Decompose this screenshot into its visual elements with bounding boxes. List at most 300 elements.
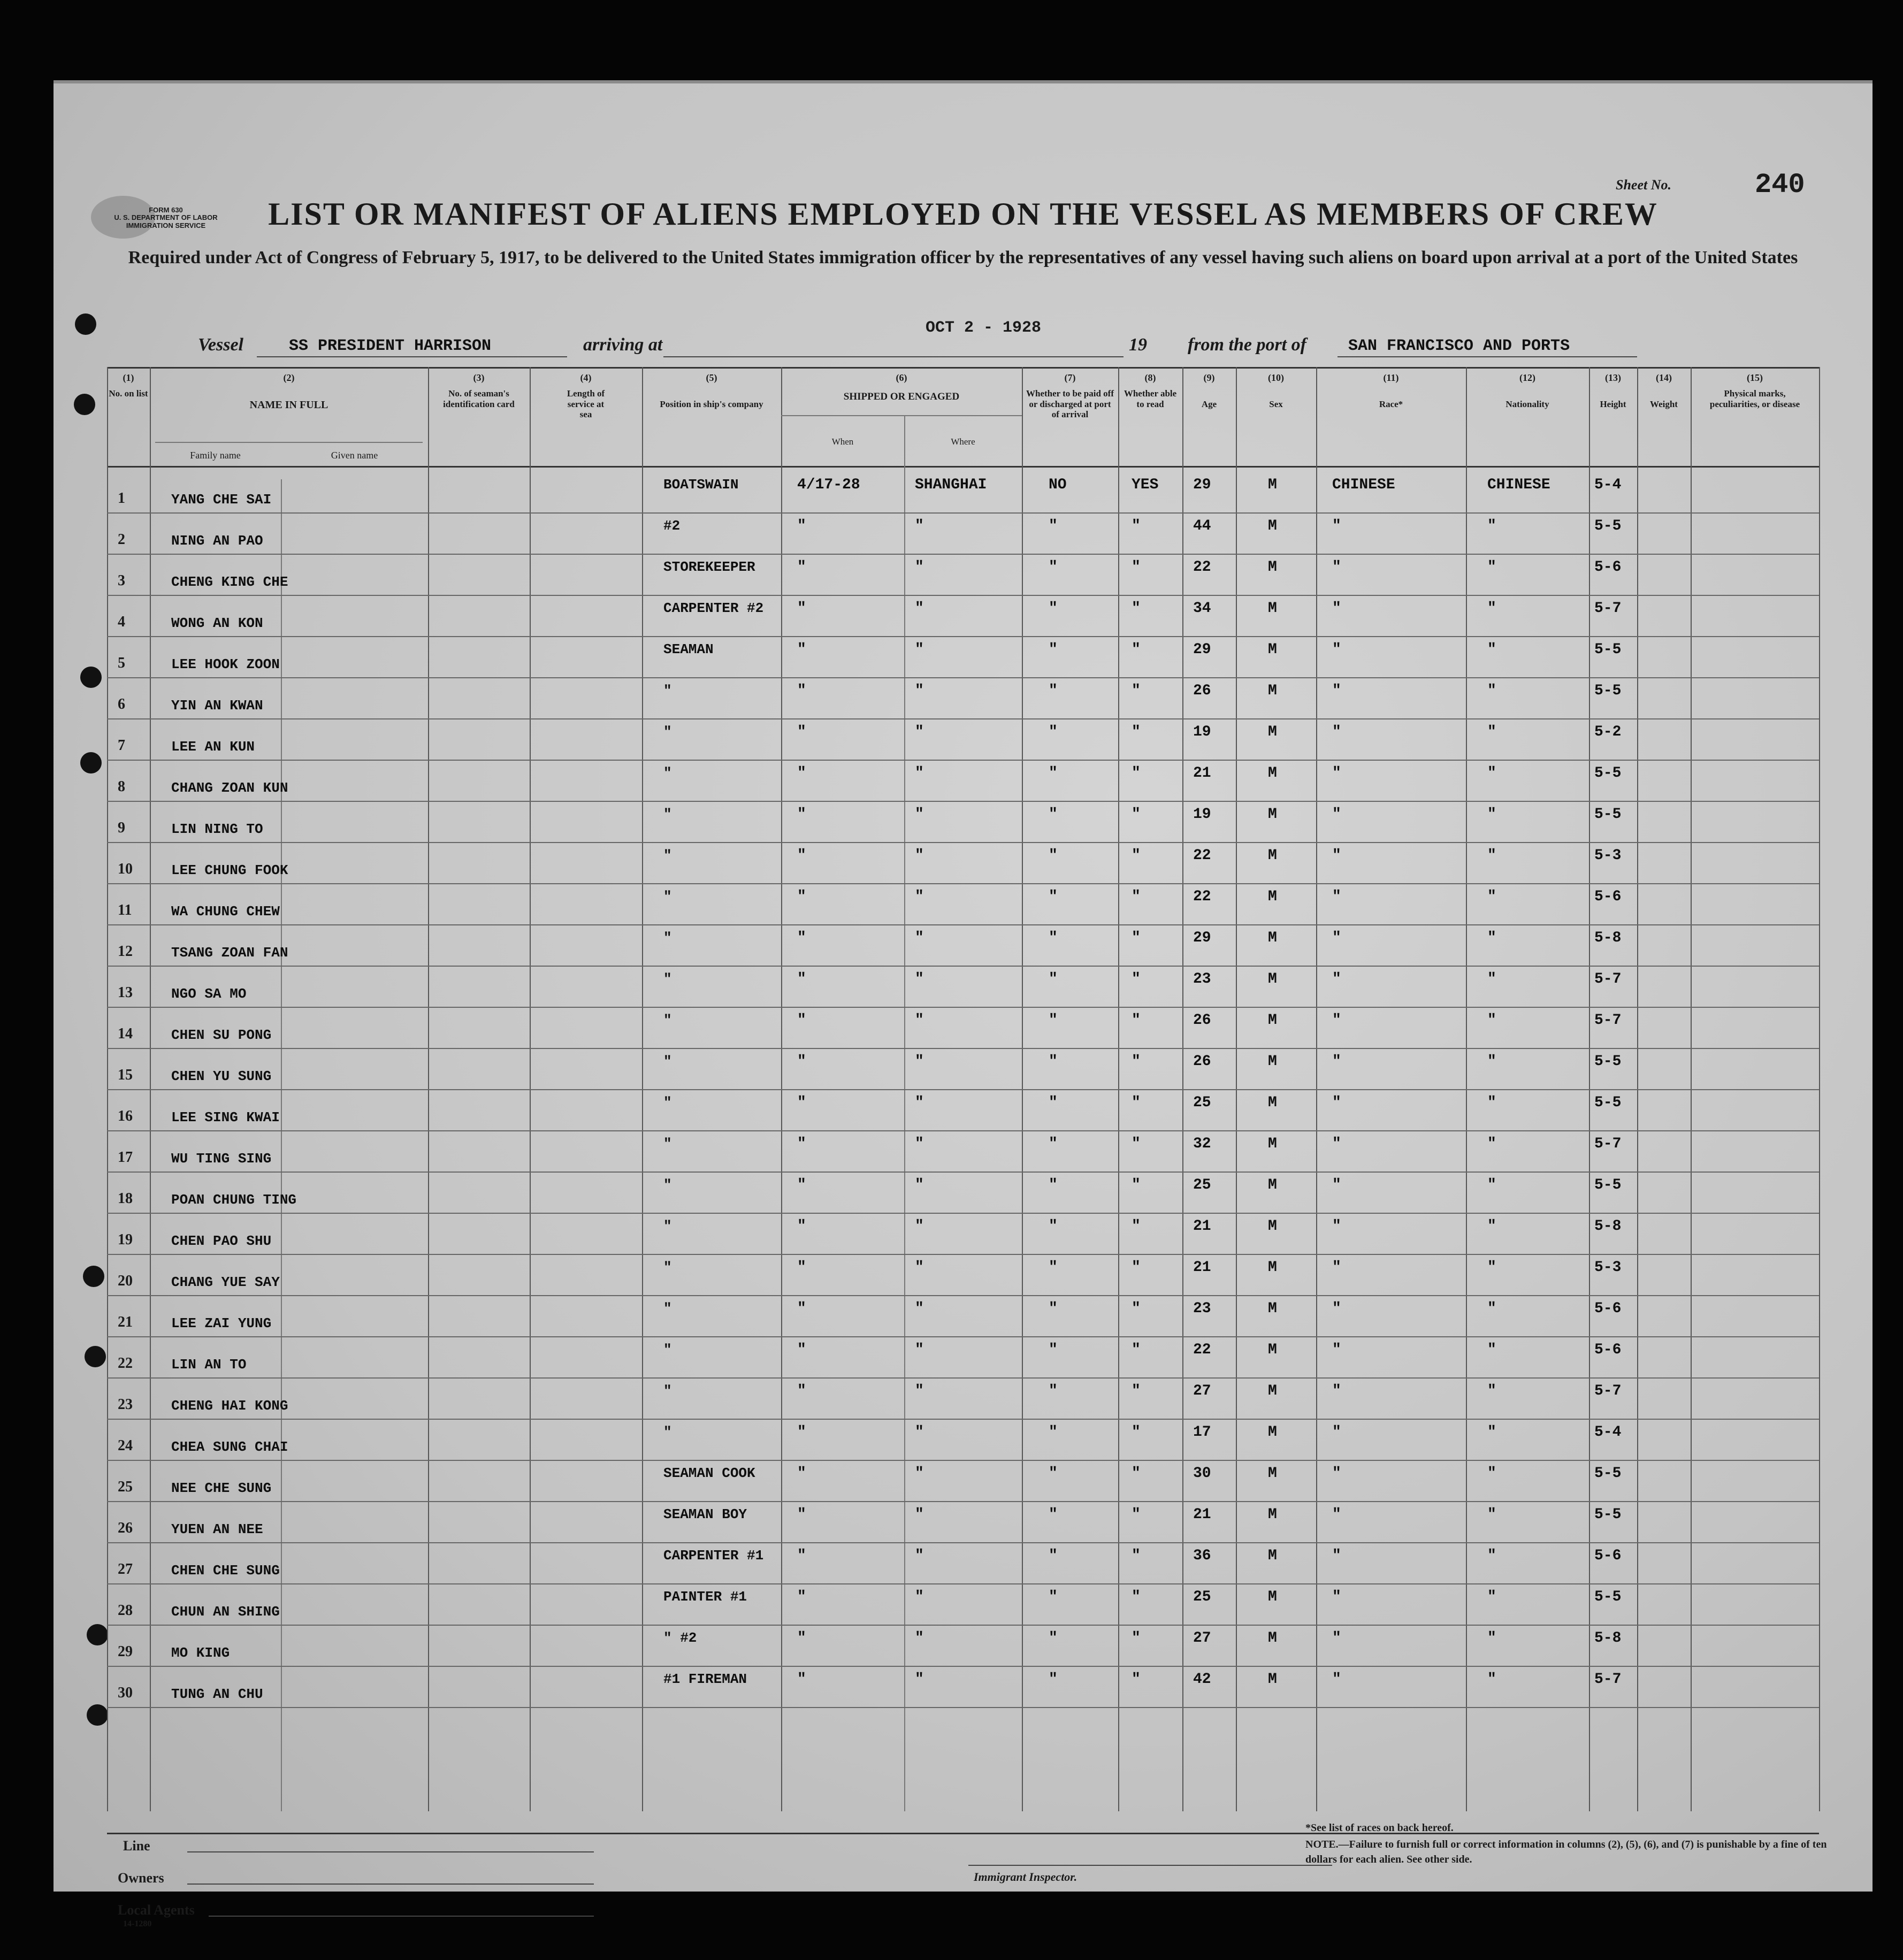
crew-position: " <box>663 1136 672 1152</box>
crew-height: 5-4 <box>1594 1424 1622 1441</box>
crew-name: LEE HOOK ZOON <box>171 656 280 672</box>
crew-race: " <box>1332 1342 1341 1358</box>
crew-race: " <box>1332 1383 1341 1399</box>
paid-off: " <box>1049 1012 1058 1029</box>
crew-age: 27 <box>1193 1630 1211 1647</box>
crew-nationality: " <box>1487 806 1496 823</box>
row-rule <box>107 966 1819 967</box>
form-code: 14-1280 <box>123 1919 152 1928</box>
col-2-num: (2) <box>283 372 295 383</box>
crew-race: " <box>1332 683 1341 699</box>
row-rule <box>107 677 1819 678</box>
col-8-label: Whether able to read <box>1124 388 1177 409</box>
shipped-when: " <box>797 1506 806 1523</box>
crew-nationality: " <box>1487 1465 1496 1482</box>
crew-race: " <box>1332 1136 1341 1152</box>
crew-height: 5-5 <box>1594 1589 1622 1605</box>
able-to-read: " <box>1132 1548 1141 1564</box>
paid-off: " <box>1049 1177 1058 1193</box>
crew-name: NEE CHE SUNG <box>171 1480 272 1496</box>
crew-nationality: " <box>1487 559 1496 576</box>
paid-off: " <box>1049 1218 1058 1235</box>
paid-off: " <box>1049 600 1058 617</box>
crew-sex: M <box>1268 1548 1277 1564</box>
crew-race: " <box>1332 1177 1341 1193</box>
crew-sex: M <box>1268 1094 1277 1111</box>
crew-name: NING AN PAO <box>171 533 263 549</box>
crew-nationality: " <box>1487 1424 1496 1441</box>
row-number: 2 <box>118 531 125 548</box>
crew-height: 5-5 <box>1594 683 1622 699</box>
row-rule <box>107 1089 1819 1090</box>
shipped-where: " <box>915 1465 924 1482</box>
crew-nationality: " <box>1487 1259 1496 1276</box>
crew-position: CARPENTER #2 <box>663 600 764 616</box>
shipped-when: " <box>797 1589 806 1605</box>
paid-off: " <box>1049 518 1058 534</box>
crew-age: 26 <box>1193 1053 1211 1070</box>
able-to-read: " <box>1132 1671 1141 1688</box>
crew-race: " <box>1332 930 1341 946</box>
crew-age: 19 <box>1193 724 1211 740</box>
crew-nationality: " <box>1487 1671 1496 1688</box>
shipped-when: " <box>797 889 806 905</box>
crew-position: STOREKEEPER <box>663 559 755 575</box>
row-number: 20 <box>118 1273 133 1289</box>
row-rule <box>107 1542 1819 1543</box>
shipped-when: " <box>797 1259 806 1276</box>
shipped-when: " <box>797 1053 806 1070</box>
paid-off: " <box>1049 1671 1058 1688</box>
shipped-where: " <box>915 1218 924 1235</box>
crew-name: TUNG AN CHU <box>171 1686 263 1702</box>
crew-race: " <box>1332 1630 1341 1647</box>
crew-sex: M <box>1268 1671 1277 1688</box>
paid-off: " <box>1049 930 1058 946</box>
row-rule <box>107 512 1819 514</box>
row-number: 30 <box>118 1685 133 1701</box>
from-port-value: SAN FRANCISCO AND PORTS <box>1348 337 1570 355</box>
crew-race: " <box>1332 1259 1341 1276</box>
crew-position: CARPENTER #1 <box>663 1548 764 1564</box>
department-name: U. S. DEPARTMENT OF LABOR <box>114 213 218 222</box>
row-rule <box>107 924 1819 925</box>
crew-nationality: " <box>1487 971 1496 987</box>
crew-position: " <box>663 1383 672 1399</box>
crew-race: " <box>1332 1548 1341 1564</box>
crew-race: " <box>1332 1012 1341 1029</box>
crew-height: 5-5 <box>1594 765 1622 782</box>
row-number: 3 <box>118 572 125 589</box>
shipped-when: " <box>797 518 806 534</box>
crew-position: " <box>663 847 672 863</box>
crew-sex: M <box>1268 889 1277 905</box>
able-to-read: " <box>1132 1342 1141 1358</box>
crew-name: MO KING <box>171 1645 230 1661</box>
crew-age: 44 <box>1193 518 1211 534</box>
row-rule <box>107 1172 1819 1173</box>
crew-nationality: " <box>1487 683 1496 699</box>
crew-nationality: " <box>1487 1630 1496 1647</box>
row-number: 15 <box>118 1067 133 1083</box>
crew-name: YANG CHE SAI <box>171 492 272 508</box>
crew-nationality: CHINESE <box>1487 477 1550 493</box>
crew-race: " <box>1332 1424 1341 1441</box>
crew-race: " <box>1332 806 1341 823</box>
crew-age: 19 <box>1193 806 1211 823</box>
able-to-read: " <box>1132 559 1141 576</box>
row-number: 11 <box>118 902 132 918</box>
crew-name: YUEN AN NEE <box>171 1521 263 1537</box>
row-rule <box>107 1213 1819 1214</box>
crew-race: " <box>1332 1465 1341 1482</box>
crew-name: TSANG ZOAN FAN <box>171 945 288 961</box>
crew-position: " <box>663 724 672 740</box>
crew-sex: M <box>1268 1218 1277 1235</box>
paid-off: " <box>1049 1136 1058 1152</box>
col-10-num: (10) <box>1268 372 1284 383</box>
paid-off: " <box>1049 1465 1058 1482</box>
crew-age: 26 <box>1193 1012 1211 1029</box>
paid-off: " <box>1049 765 1058 782</box>
paid-off: " <box>1049 1383 1058 1399</box>
shipped-when: " <box>797 559 806 576</box>
crew-height: 5-5 <box>1594 1506 1622 1523</box>
crew-sex: M <box>1268 930 1277 946</box>
crew-position: " <box>663 971 672 987</box>
col-14-num: (14) <box>1656 372 1672 383</box>
crew-race: " <box>1332 1671 1341 1688</box>
crew-name: LEE AN KUN <box>171 739 255 755</box>
crew-name: WU TING SING <box>171 1151 272 1167</box>
crew-nationality: " <box>1487 1589 1496 1605</box>
crew-position: #2 <box>663 518 681 534</box>
able-to-read: " <box>1132 889 1141 905</box>
crew-age: 42 <box>1193 1671 1211 1688</box>
crew-race: " <box>1332 889 1341 905</box>
crew-name: CHEN PAO SHU <box>171 1233 272 1249</box>
penalty-note: NOTE.—Failure to furnish full or correct information in columns (2), (5), (6), and (7) is punishable by a fine of ten dollars for each alien. See other side. <box>1305 1839 1827 1865</box>
crew-name: CHEN YU SUNG <box>171 1068 272 1084</box>
form-number: FORM 630 <box>149 206 183 214</box>
paid-off: " <box>1049 847 1058 864</box>
paid-off: " <box>1049 1424 1058 1441</box>
col-7-label: Whether to be paid off or discharged at port of arrival <box>1026 388 1114 420</box>
crew-age: 29 <box>1193 477 1211 493</box>
crew-position: " <box>663 1424 672 1440</box>
crew-sex: M <box>1268 1506 1277 1523</box>
crew-position: " <box>663 1259 672 1275</box>
crew-nationality: " <box>1487 724 1496 740</box>
shipped-where: " <box>915 518 924 534</box>
able-to-read: " <box>1132 1012 1141 1029</box>
crew-height: 5-6 <box>1594 1300 1622 1317</box>
col-15-label: Physical marks, peculiarities, or disease <box>1709 388 1800 409</box>
arrival-date-stamp: OCT 2 - 1928 <box>926 319 1042 337</box>
able-to-read: " <box>1132 1506 1141 1523</box>
shipped-where: " <box>915 559 924 576</box>
crew-sex: M <box>1268 765 1277 782</box>
crew-nationality: " <box>1487 518 1496 534</box>
paid-off: " <box>1049 1630 1058 1647</box>
crew-height: 5-5 <box>1594 641 1622 658</box>
able-to-read: " <box>1132 1053 1141 1070</box>
crew-sex: M <box>1268 1342 1277 1358</box>
crew-name: NGO SA MO <box>171 986 247 1002</box>
able-to-read: " <box>1132 765 1141 782</box>
row-rule <box>107 718 1819 719</box>
shipped-where: " <box>915 1094 924 1111</box>
crew-height: 5-7 <box>1594 971 1622 987</box>
crew-position: " <box>663 1094 672 1111</box>
paid-off: " <box>1049 1094 1058 1111</box>
shipped-where: " <box>915 641 924 658</box>
shipped-when: " <box>797 600 806 617</box>
crew-name: WA CHUNG CHEW <box>171 904 280 920</box>
crew-sex: M <box>1268 1630 1277 1647</box>
crew-age: 27 <box>1193 1383 1211 1399</box>
crew-race: " <box>1332 765 1341 782</box>
act-text: Required under Act of Congress of February 5, 1917, to be delivered to the United States immigration officer by the representatives of any vessel having such aliens on board upon arrival at a port of the United States <box>128 248 1798 267</box>
col-5-num: (5) <box>706 372 717 383</box>
crew-race: " <box>1332 1053 1341 1070</box>
shipped-where: " <box>915 600 924 617</box>
row-rule <box>107 1130 1819 1131</box>
row-number: 9 <box>118 820 125 836</box>
paid-off: " <box>1049 1342 1058 1358</box>
punch-hole <box>80 752 102 774</box>
shipped-when: " <box>797 1383 806 1399</box>
crew-table <box>107 367 1819 1811</box>
col-10-label: Sex <box>1269 399 1283 409</box>
col-11-label: Race* <box>1379 399 1403 409</box>
crew-sex: M <box>1268 724 1277 740</box>
crew-name: CHANG YUE SAY <box>171 1274 280 1290</box>
crew-nationality: " <box>1487 600 1496 617</box>
paid-off: " <box>1049 971 1058 987</box>
able-to-read: " <box>1132 1589 1141 1605</box>
row-rule <box>107 636 1819 637</box>
owners-label: Owners <box>118 1870 164 1886</box>
crew-name: CHENG KING CHE <box>171 574 288 590</box>
able-to-read: " <box>1132 1424 1141 1441</box>
crew-height: 5-5 <box>1594 806 1622 823</box>
crew-height: 5-8 <box>1594 1218 1622 1235</box>
row-number: 26 <box>118 1520 133 1536</box>
crew-height: 5-7 <box>1594 1671 1622 1688</box>
able-to-read: " <box>1132 1136 1141 1152</box>
crew-nationality: " <box>1487 1506 1496 1523</box>
crew-sex: M <box>1268 518 1277 534</box>
crew-age: 22 <box>1193 889 1211 905</box>
crew-age: 25 <box>1193 1589 1211 1605</box>
row-rule <box>107 801 1819 802</box>
paid-off: " <box>1049 1259 1058 1276</box>
shipped-where: " <box>915 1589 924 1605</box>
row-number: 25 <box>118 1479 133 1495</box>
paid-off: " <box>1049 1300 1058 1317</box>
row-number: 12 <box>118 943 133 960</box>
crew-name: LEE ZAI YUNG <box>171 1315 272 1331</box>
crew-age: 21 <box>1193 765 1211 782</box>
shipped-when: " <box>797 1342 806 1358</box>
crew-height: 5-5 <box>1594 518 1622 534</box>
crew-height: 5-5 <box>1594 1053 1622 1070</box>
row-rule <box>107 1048 1819 1049</box>
row-number: 27 <box>118 1561 133 1578</box>
row-number: 1 <box>118 490 125 507</box>
crew-age: 30 <box>1193 1465 1211 1482</box>
shipped-where: " <box>915 1300 924 1317</box>
col-3-num: (3) <box>473 372 485 383</box>
crew-position: " <box>663 1300 672 1316</box>
crew-height: 5-3 <box>1594 847 1622 864</box>
given-name-head: Given name <box>331 450 378 461</box>
crew-height: 5-4 <box>1594 477 1622 493</box>
shipped-when: " <box>797 765 806 782</box>
vessel-value: SS PRESIDENT HARRISON <box>289 337 492 355</box>
shipped-when: 4/17-28 <box>797 477 860 493</box>
shipped-when: " <box>797 806 806 823</box>
crew-sex: M <box>1268 1383 1277 1399</box>
crew-race: " <box>1332 847 1341 864</box>
crew-position: " <box>663 889 672 905</box>
row-rule <box>107 1295 1819 1296</box>
crew-sex: M <box>1268 1465 1277 1482</box>
shipped-where: " <box>915 889 924 905</box>
col-9-label: Age <box>1201 399 1217 409</box>
crew-nationality: " <box>1487 889 1496 905</box>
crew-age: 17 <box>1193 1424 1211 1441</box>
sheet-label: Sheet No. <box>1616 177 1671 193</box>
shipped-where: " <box>915 806 924 823</box>
able-to-read: " <box>1132 724 1141 740</box>
crew-position: " <box>663 1012 672 1028</box>
crew-name: CHEA SUNG CHAI <box>171 1439 288 1455</box>
crew-nationality: " <box>1487 1177 1496 1193</box>
crew-sex: M <box>1268 1300 1277 1317</box>
col-1-label: No. on list <box>109 388 148 399</box>
shipped-where: SHANGHAI <box>915 477 987 493</box>
col-6-num: (6) <box>896 372 907 383</box>
crew-position: PAINTER #1 <box>663 1589 747 1605</box>
shipped-when: " <box>797 1218 806 1235</box>
shipped-where: " <box>915 1259 924 1276</box>
shipped-when: " <box>797 1548 806 1564</box>
punch-hole <box>80 667 102 688</box>
able-to-read: " <box>1132 1300 1141 1317</box>
shipped-where: " <box>915 847 924 864</box>
able-to-read: YES <box>1132 477 1159 493</box>
shipped-when: " <box>797 1630 806 1647</box>
col-12-num: (12) <box>1519 372 1535 383</box>
crew-race: " <box>1332 518 1341 534</box>
crew-position: SEAMAN COOK <box>663 1465 755 1481</box>
able-to-read: " <box>1132 1218 1141 1235</box>
crew-height: 5-6 <box>1594 559 1622 576</box>
crew-position: BOATSWAIN <box>663 477 739 493</box>
crew-sex: M <box>1268 806 1277 823</box>
crew-nationality: " <box>1487 847 1496 864</box>
crew-name: LIN NING TO <box>171 821 263 837</box>
crew-race: CHINESE <box>1332 477 1395 493</box>
shipped-where: " <box>915 1548 924 1564</box>
shipped-where: " <box>915 724 924 740</box>
crew-age: 29 <box>1193 930 1211 946</box>
crew-race: " <box>1332 1094 1341 1111</box>
row-rule <box>107 1625 1819 1626</box>
row-number: 18 <box>118 1190 133 1207</box>
crew-nationality: " <box>1487 641 1496 658</box>
crew-name: LIN AN TO <box>171 1357 247 1373</box>
row-number: 28 <box>118 1602 133 1619</box>
shipped-when: " <box>797 930 806 946</box>
row-rule <box>107 1707 1819 1708</box>
crew-age: 25 <box>1193 1094 1211 1111</box>
family-name-head: Family name <box>190 450 241 461</box>
row-number: 10 <box>118 861 133 877</box>
shipped-where: " <box>915 1136 924 1152</box>
row-number: 8 <box>118 778 125 795</box>
row-number: 4 <box>118 614 125 630</box>
crew-race: " <box>1332 1589 1341 1605</box>
crew-name: WONG AN KON <box>171 615 263 631</box>
crew-position: " <box>663 1218 672 1234</box>
crew-name: CHENG HAI KONG <box>171 1398 288 1414</box>
service-name: IMMIGRATION SERVICE <box>126 221 206 229</box>
crew-nationality: " <box>1487 1136 1496 1152</box>
row-rule <box>107 1254 1819 1255</box>
punch-hole <box>87 1624 108 1645</box>
row-number: 17 <box>118 1149 133 1166</box>
row-number: 21 <box>118 1314 133 1330</box>
crew-position: " <box>663 1342 672 1358</box>
able-to-read: " <box>1132 1177 1141 1193</box>
shipped-when: " <box>797 1012 806 1029</box>
crew-nationality: " <box>1487 1342 1496 1358</box>
shipped-when: " <box>797 1177 806 1193</box>
crew-position: " <box>663 930 672 946</box>
crew-height: 5-7 <box>1594 1383 1622 1399</box>
crew-sex: M <box>1268 600 1277 617</box>
crew-sex: M <box>1268 847 1277 864</box>
crew-sex: M <box>1268 683 1277 699</box>
col-8-num: (8) <box>1144 372 1156 383</box>
shipped-where: " <box>915 1506 924 1523</box>
crew-age: 29 <box>1193 641 1211 658</box>
crew-sex: M <box>1268 641 1277 658</box>
row-number: 22 <box>118 1355 133 1372</box>
row-number: 7 <box>118 737 125 754</box>
col-11-num: (11) <box>1383 372 1399 383</box>
crew-position: " <box>663 683 672 699</box>
crew-nationality: " <box>1487 1383 1496 1399</box>
col-6-label: SHIPPED OR ENGAGED <box>843 391 960 402</box>
crew-race: " <box>1332 1300 1341 1317</box>
able-to-read: " <box>1132 1630 1141 1647</box>
crew-position: SEAMAN <box>663 641 714 657</box>
able-to-read: " <box>1132 641 1141 658</box>
col-4-label: Length of service at sea <box>567 388 605 420</box>
row-number: 29 <box>118 1643 133 1660</box>
where-head: Where <box>951 437 975 447</box>
crew-sex: M <box>1268 1259 1277 1276</box>
row-rule <box>107 842 1819 843</box>
paid-off: " <box>1049 1506 1058 1523</box>
row-rule <box>107 1007 1819 1008</box>
row-rule <box>107 760 1819 761</box>
paid-off: " <box>1049 559 1058 576</box>
